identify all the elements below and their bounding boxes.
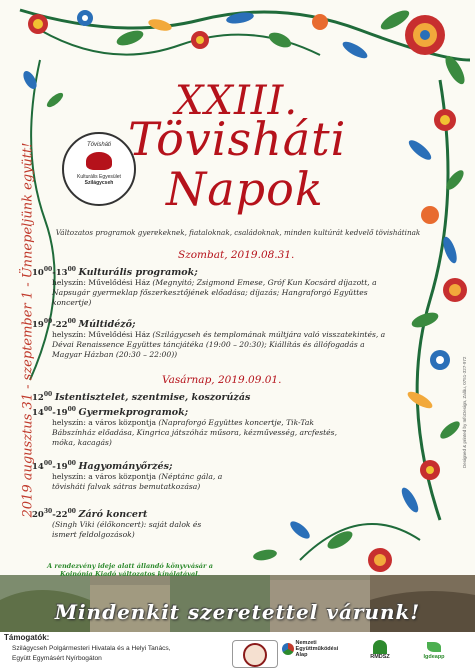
event-place: helyszín: Művelődési Ház: [52, 278, 150, 288]
event-block: [32, 405, 392, 448]
emblem-top-text: Tövisháti: [86, 142, 111, 148]
title-line1: XXIII.: [175, 78, 299, 124]
event-place: helyszín: a város központja: [52, 418, 156, 428]
event-title: Záró koncert: [78, 508, 148, 520]
event-title: Múltidéző;: [78, 318, 136, 330]
seal-icon: [243, 643, 267, 667]
event-block: [32, 390, 392, 403]
event-title: Istentisztelet, szentmise, koszorúzás: [54, 391, 251, 403]
sponsor-logo-nea: [282, 640, 352, 666]
event-time: $19^{00}-22^{00}$: [32, 318, 76, 330]
event-place: helyszín: a város központja: [52, 472, 156, 482]
rmdsz-label: RMDSZ: [370, 654, 390, 660]
sponsor-line: Együtt Egymásért Nyírbogáton: [12, 655, 102, 662]
event-time: $20^{30}-22^{00}$: [32, 508, 76, 520]
emblem-hand-icon: [86, 152, 112, 170]
event-time: $14^{00}-19^{00}$: [32, 460, 76, 472]
sponsor-logo-igdeapp: [404, 640, 464, 666]
event-block: [32, 507, 392, 540]
event-title: Kulturális programok;: [78, 266, 198, 278]
event-block: [32, 459, 392, 492]
event-time: $12^{00}$: [32, 391, 53, 403]
event-title: Hagyományőrzés;: [78, 460, 173, 472]
event-time: $14^{00}-19^{00}$: [32, 406, 76, 418]
sponsor-logo-rmdsz: [362, 640, 398, 666]
nea-label: Nemzeti Együttműködési Alap: [295, 640, 339, 658]
igdeapp-label: Igdeapp: [423, 654, 445, 660]
leaf-icon: [427, 642, 441, 652]
event-time: $10^{00}-13^{00}$: [32, 266, 76, 278]
event-detail: (Napraforgó Együttes koncertje, Tik-Tak Bábszínház előadása, Kingrica játszóház műsora, kézművesség, arcfestés, móka, kacagás): [52, 418, 337, 448]
event-place: helyszín: Művelődési Ház: [52, 330, 150, 340]
event-detail: (Singh Viki (élőkoncert): saját dalok és ismert feldolgozások): [52, 520, 202, 540]
welcome-banner: Mindenkit szeretettel várunk!: [54, 600, 421, 624]
event-title: Gyermekprogramok;: [78, 406, 189, 418]
designer-credit: Designed & printed by InfoDesign, Zalău, 0751-327-972: [462, 356, 467, 468]
side-text: 2019 augusztus 31 - szeptember 1 - Ünnepeljünk együtt!: [20, 142, 36, 518]
emblem-mid-text: Kulturális Egyesület: [77, 174, 121, 180]
sponsors-heading: Támogatók:: [4, 633, 50, 642]
title-line2: Tövisháti: [128, 112, 347, 166]
event-detail: (Megnyitó; Zsigmond Emese, Gróf Kun Kocsárd díjazott, a Napsugár gyermeklap főszerkesztőjének előadása; díjazás; Hangraforgó Együttes koncertje): [52, 278, 377, 308]
association-emblem: [62, 132, 136, 206]
event-block: [32, 265, 392, 308]
event-detail: (Néptánc gála, a tövisháti falvak sátras bemutatkozása): [52, 472, 223, 492]
emblem-bottom-text: Szilágycseh: [84, 180, 114, 186]
event-block: [32, 317, 392, 360]
book-fair-note: A rendezvény ideje alatt állandó könyvvásár a Koinónia Kiadó változatos kínálatával.: [47, 562, 213, 578]
title-line3: Napok: [166, 162, 324, 216]
sunday-heading: Vasárnap, 2019.09.01.: [162, 374, 282, 386]
tulip-icon: [373, 640, 387, 654]
nea-icon: [282, 643, 294, 655]
subtitle: Változatos programok gyerekeknek, fiataloknak, családoknak, minden kultúrát kedvelő tövishátinak: [55, 228, 421, 237]
sponsor-logo-seal: [232, 640, 278, 668]
saturday-heading: Szombat, 2019.08.31.: [178, 249, 295, 261]
sponsor-line: Szilágycseh Polgármesteri Hivatala és a Helyi Tanács,: [12, 645, 171, 652]
event-detail: (Szilágycseh és templomának múltjára való visszatekintés, a Dévai Renaissence Együttes táncjátéka (19:00 – 20:30); Kiállítás és állófogadás a Magyar Házban (20:30 – 22:00)): [52, 330, 386, 360]
